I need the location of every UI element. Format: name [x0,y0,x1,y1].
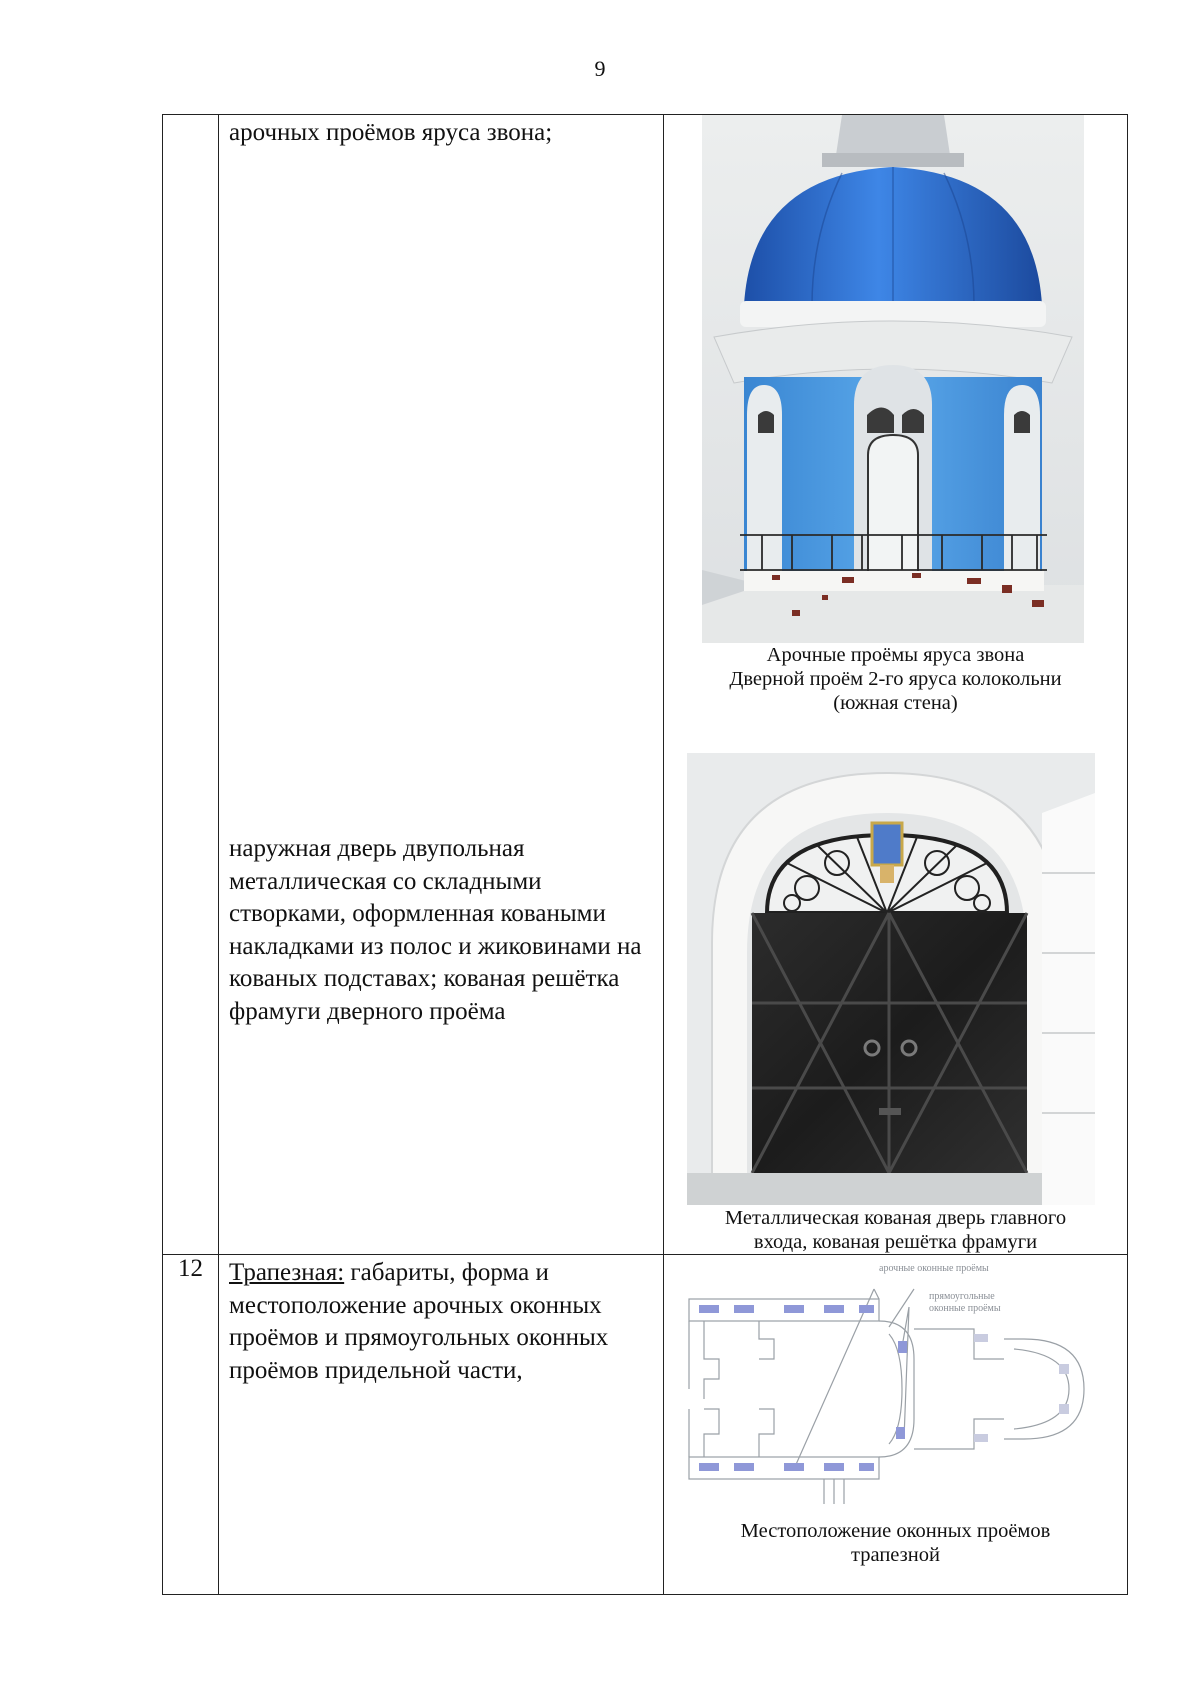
row-number: 12 [178,1255,203,1282]
description-text-top: арочных проёмов яруса звона; [229,119,553,146]
description-cell [219,1255,664,1595]
plan-label-rect-2: оконные проёмы [929,1303,1001,1314]
description-cell [219,115,664,1255]
page-number: 9 [594,56,606,81]
table-row [163,1255,1128,1595]
photo-caption-refectory [664,1519,1127,1567]
table-row [163,115,1128,1255]
caption-line: Дверной проём 2-го яруса колокольни [729,668,1062,690]
caption-line: (южная стена) [833,692,958,714]
caption-line: Местоположение оконных проёмов [740,1520,1051,1542]
row-number-cell [163,115,219,1255]
plan-label-arched: арочные оконные проёмы [879,1263,989,1274]
caption-line: трапезной [851,1544,940,1566]
plan-label-rect-1: прямоугольные [929,1291,995,1302]
section-heading: Трапезная: [229,1259,345,1286]
content-table [162,114,1128,1595]
main-door-photo [687,753,1095,1205]
caption-line: Металлическая кованая дверь главного [724,1207,1067,1229]
caption-line: входа, кованая решётка фрамуги [753,1231,1038,1253]
photo-caption-bell-tower [664,643,1127,715]
refectory-floor-plan [674,1259,1120,1513]
description-text [229,1257,651,1387]
photo-caption-main-door [664,1206,1127,1254]
row-number-cell [163,1255,219,1595]
bell-tower-photo [702,115,1084,643]
caption-line: Арочные проёмы яруса звона [766,644,1025,666]
photo-cell [664,115,1128,1255]
photo-cell [664,1255,1128,1595]
section-text: габариты, форма и местоположение арочных оконных проёмов и прямоугольных оконных проёмов придельной части, [229,1259,609,1384]
description-text-bottom: наружная дверь двупольная металлическая со складными створками, оформленная коваными накладками из полос и жиковинами на кованых подставах; кованая решётка фрамуги дверного проёма [229,835,642,1025]
